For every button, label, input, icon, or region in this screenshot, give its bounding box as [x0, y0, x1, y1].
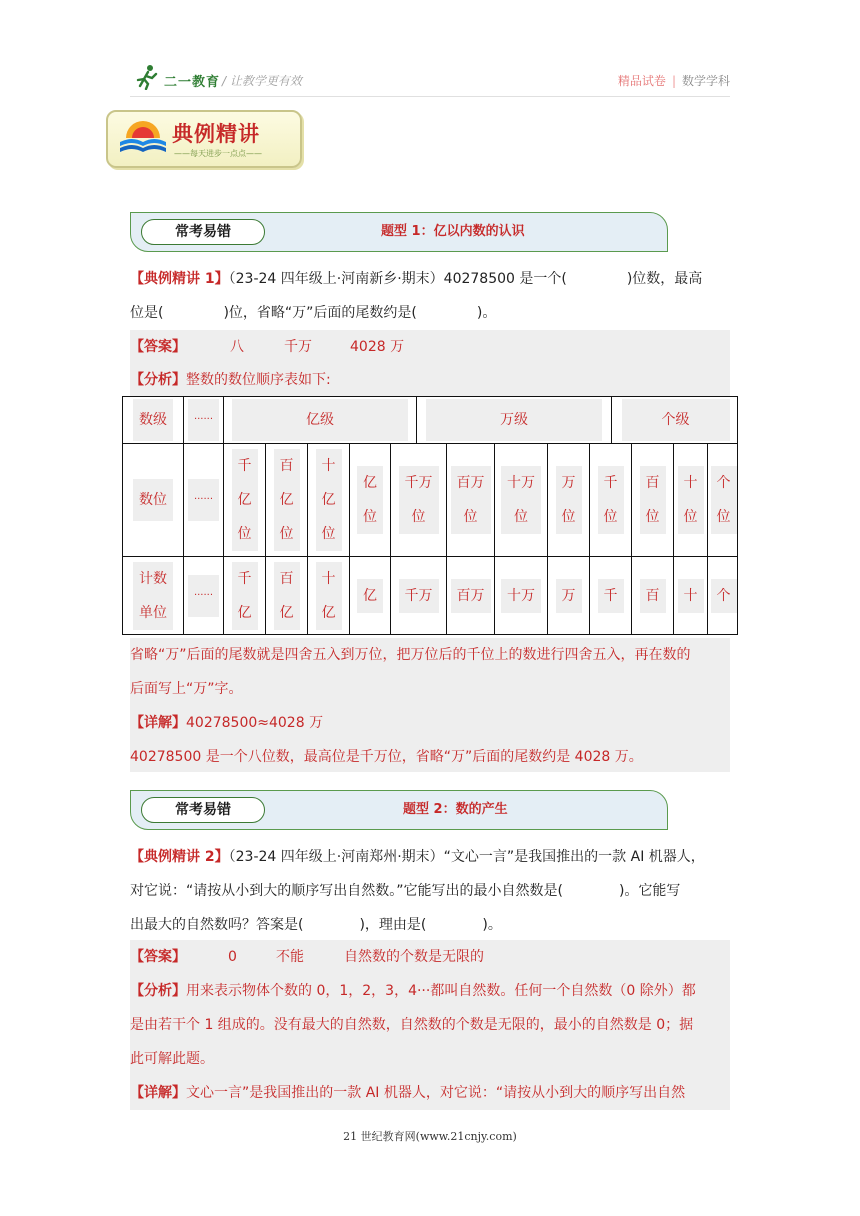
place-name-cell	[447, 444, 494, 556]
counting-unit	[640, 579, 666, 613]
question-2-line2-a: 对它说：“请按从小到大的顺序写出自然数。”它能写出的最小自然数是(	[130, 883, 563, 899]
analysis-2-line1: 用来表示物体个数的 0，1，2，3，4···都叫自然数。任何一个自然数（0 除外）都	[186, 983, 696, 999]
place-name-char: 千	[237, 458, 252, 474]
question-1-line2-b: )位，省略“万”后面的尾数约是(	[223, 305, 417, 321]
badge-subtitle: ——每天进步一点点——	[174, 149, 262, 158]
counting-unit-char: 百	[645, 588, 660, 604]
table-cell	[612, 397, 739, 443]
counting-unit	[501, 579, 541, 613]
question-2-line3-b: )，理由是(	[359, 917, 427, 933]
place-name-char: 位	[237, 526, 252, 542]
place-name-char: 十	[321, 458, 336, 474]
place-name-char: 千万	[404, 475, 433, 491]
place-name-char: 万	[561, 475, 576, 491]
answer-1-b: 千万	[284, 339, 312, 355]
place-name-char: 位	[603, 509, 618, 525]
brand-slogan: / 让教学更有效	[222, 74, 302, 88]
question-2-line3-c: )。	[482, 917, 502, 933]
question-tag-2: 【典例精讲 2】	[130, 849, 229, 865]
row2-dots: ······	[188, 479, 219, 521]
place-name-char: 位	[683, 509, 698, 525]
place-name	[556, 466, 582, 534]
place-name-char: 位	[645, 509, 660, 525]
counting-unit-char: 千	[603, 588, 618, 604]
analysis-tag-2: 【分析】	[130, 983, 186, 999]
detail-2-line1: 文心一言”是我国推出的一款 AI 机器人，对它说：“请按从小到大的顺序写出自然	[186, 1085, 686, 1101]
place-name-char: 十	[683, 475, 698, 491]
place-name	[598, 466, 624, 534]
place-name-char: 亿	[279, 492, 294, 508]
place-name-cell	[350, 444, 390, 556]
row3-label	[133, 562, 173, 630]
counting-unit	[357, 579, 383, 613]
table-cell	[123, 444, 183, 556]
section-header-1	[130, 212, 668, 252]
counting-unit-char: 亿	[363, 588, 377, 604]
note-1-line1: 省略“万”后面的尾数就是四舍五入到万位，把万位后的千位上的数进行四舍五入，再在数的	[130, 647, 691, 663]
book-sun-icon	[118, 120, 168, 158]
answer-1-a: 八	[230, 339, 244, 355]
place-name-cell	[632, 444, 673, 556]
table-cell	[224, 397, 416, 443]
place-name-cell	[308, 444, 349, 556]
place-name-cell	[548, 444, 589, 556]
detail-block-1	[130, 638, 730, 772]
answer-2-c: 自然数的个数是无限的	[344, 949, 484, 965]
header-right	[618, 72, 730, 89]
counting-unit-cell	[548, 557, 589, 635]
place-name	[399, 466, 439, 534]
counting-unit	[274, 562, 300, 630]
counting-unit	[598, 579, 624, 613]
answer-2-b: 不能	[276, 949, 304, 965]
section-title-2: 题型 2：数的产生	[403, 802, 508, 817]
question-1-line1-end: )位数，最高	[626, 271, 703, 287]
section-title-1: 题型 1：亿以内数的认识	[381, 224, 525, 239]
row3-label-1: 计数	[139, 571, 167, 587]
counting-unit-cell	[632, 557, 673, 635]
place-name-char: 位	[463, 509, 478, 525]
question-1-line1: （23-24 四年级上·河南新乡·期末）40278500 是一个(	[228, 271, 567, 287]
row3-dots: ······	[188, 575, 219, 617]
place-name-cell	[495, 444, 547, 556]
counting-unit-char: 千万	[404, 588, 433, 604]
analysis-1: 整数的数位顺序表如下:	[186, 372, 331, 388]
runner-logo-icon	[134, 64, 160, 90]
answer-block-2	[130, 940, 730, 1110]
place-name-char: 位	[561, 509, 576, 525]
detail-tag-1: 【详解】	[130, 715, 186, 731]
place-name-char: 位	[716, 509, 731, 525]
counting-unit-char: 十	[321, 571, 336, 587]
counting-unit-cell	[308, 557, 349, 635]
section-pill-2: 常考易错	[141, 797, 265, 823]
row3-label-2: 单位	[139, 605, 167, 621]
counting-unit	[232, 562, 258, 630]
counting-unit-cell	[590, 557, 631, 635]
place-name-cell	[224, 444, 265, 556]
counting-unit-cell	[495, 557, 547, 635]
place-name-char: 位	[514, 509, 528, 525]
header-label: 精品试卷	[617, 74, 666, 88]
counting-unit-cell	[350, 557, 390, 635]
place-name-char: 百万	[456, 475, 485, 491]
question-2-line3-a: 出最大的自然数吗？答案是(	[130, 917, 304, 933]
answer-2-a: 0	[228, 949, 237, 965]
header-separator: |	[671, 74, 676, 88]
group-yi: 亿级	[232, 399, 408, 441]
counting-unit-char: 百万	[456, 588, 485, 604]
place-name-cell	[708, 444, 739, 556]
place-name-char: 亿	[363, 475, 377, 491]
counting-unit-cell	[674, 557, 707, 635]
brand-name: 二一教育	[164, 75, 221, 90]
place-name-char: 亿	[237, 492, 252, 508]
group-wan: 万级	[426, 399, 602, 441]
place-name	[451, 466, 491, 534]
table-cell	[123, 397, 183, 443]
place-name-char: 亿	[321, 492, 336, 508]
counting-unit-char: 亿	[237, 605, 252, 621]
place-name-cell	[391, 444, 446, 556]
table-cell	[123, 557, 183, 635]
row1-label: 数级	[133, 399, 173, 441]
page-header	[130, 62, 730, 98]
page-footer: 21 世纪教育网(www.21cnjy.com)	[343, 1130, 517, 1143]
counting-unit	[556, 579, 582, 613]
counting-unit-char: 千	[237, 571, 252, 587]
answer-1-c: 4028 万	[350, 339, 405, 355]
place-name	[640, 466, 666, 534]
place-name	[711, 466, 737, 534]
question-1-line2-a: 位是(	[130, 305, 164, 321]
place-name	[274, 449, 300, 551]
row1-dots: ······	[188, 399, 219, 441]
place-name	[316, 449, 342, 551]
place-name-char: 位	[411, 509, 426, 525]
place-name-char: 位	[321, 526, 336, 542]
analysis-tag-1: 【分析】	[130, 372, 186, 388]
analysis-2-line3: 此可解此题。	[130, 1051, 214, 1067]
section-pill-1: 常考易错	[141, 219, 265, 245]
row2-label: 数位	[133, 479, 173, 521]
counting-unit	[316, 562, 342, 630]
note-1-line2: 后面写上“万”字。	[130, 681, 243, 697]
place-name-char: 位	[363, 509, 377, 525]
counting-unit	[399, 579, 439, 613]
place-name-char: 位	[279, 526, 294, 542]
counting-unit-cell	[224, 557, 265, 635]
counting-unit-char: 百	[279, 571, 294, 587]
section-header-2	[130, 790, 668, 830]
header-divider	[130, 96, 730, 97]
badge-title: 典例精讲	[172, 122, 260, 146]
question-1-line2-c: )。	[476, 305, 497, 321]
table-cell	[417, 397, 611, 443]
counting-unit-char: 十万	[507, 588, 535, 604]
place-name	[357, 466, 383, 534]
question-1	[130, 262, 730, 330]
table-cell	[184, 397, 223, 443]
place-name-char: 十万	[507, 475, 535, 491]
place-name-char: 个	[716, 475, 731, 491]
answer-tag-1: 【答案】	[130, 339, 186, 355]
counting-unit-char: 亿	[279, 605, 294, 621]
counting-unit-cell	[447, 557, 494, 635]
counting-unit-char: 亿	[321, 605, 336, 621]
place-name-char: 百	[645, 475, 660, 491]
detail-1-line1: 40278500≈4028 万	[186, 715, 324, 731]
place-name	[501, 466, 541, 534]
header-subject: 数学学科	[681, 74, 730, 88]
answer-block-1	[130, 330, 730, 396]
detail-tag-2: 【详解】	[130, 1085, 186, 1101]
counting-unit-char: 个	[716, 588, 731, 604]
counting-unit-cell	[391, 557, 446, 635]
detail-1-line2: 40278500 是一个八位数，最高位是千万位，省略“万”后面的尾数约是 4028 万。	[130, 749, 643, 765]
question-2-line2-b: )。它能写	[618, 883, 681, 899]
section-badge	[106, 110, 302, 168]
question-2-line1: （23-24 四年级上·河南郑州·期末）“文心一言”是我国推出的一款 AI 机器人，	[228, 849, 705, 865]
question-2	[130, 840, 730, 942]
counting-unit	[711, 579, 737, 613]
analysis-2-line2: 是由若干个 1 组成的。没有最大的自然数，自然数的个数是无限的，最小的自然数是 0；据	[130, 1017, 694, 1033]
place-name	[232, 449, 258, 551]
counting-unit	[678, 579, 704, 613]
table-cell	[184, 444, 223, 556]
group-ge: 个级	[622, 399, 730, 441]
counting-unit-char: 十	[683, 588, 698, 604]
place-name-cell	[266, 444, 307, 556]
counting-unit	[451, 579, 491, 613]
counting-unit-cell	[266, 557, 307, 635]
counting-unit-cell	[708, 557, 739, 635]
place-name-char: 百	[279, 458, 294, 474]
question-tag-1: 【典例精讲 1】	[130, 271, 229, 287]
place-name-cell	[674, 444, 707, 556]
answer-tag-2: 【答案】	[130, 949, 186, 965]
place-name	[678, 466, 704, 534]
place-name-char: 千	[603, 475, 618, 491]
table-cell	[184, 557, 223, 635]
place-value-table	[122, 396, 738, 635]
counting-unit-char: 万	[561, 588, 576, 604]
place-name-cell	[590, 444, 631, 556]
